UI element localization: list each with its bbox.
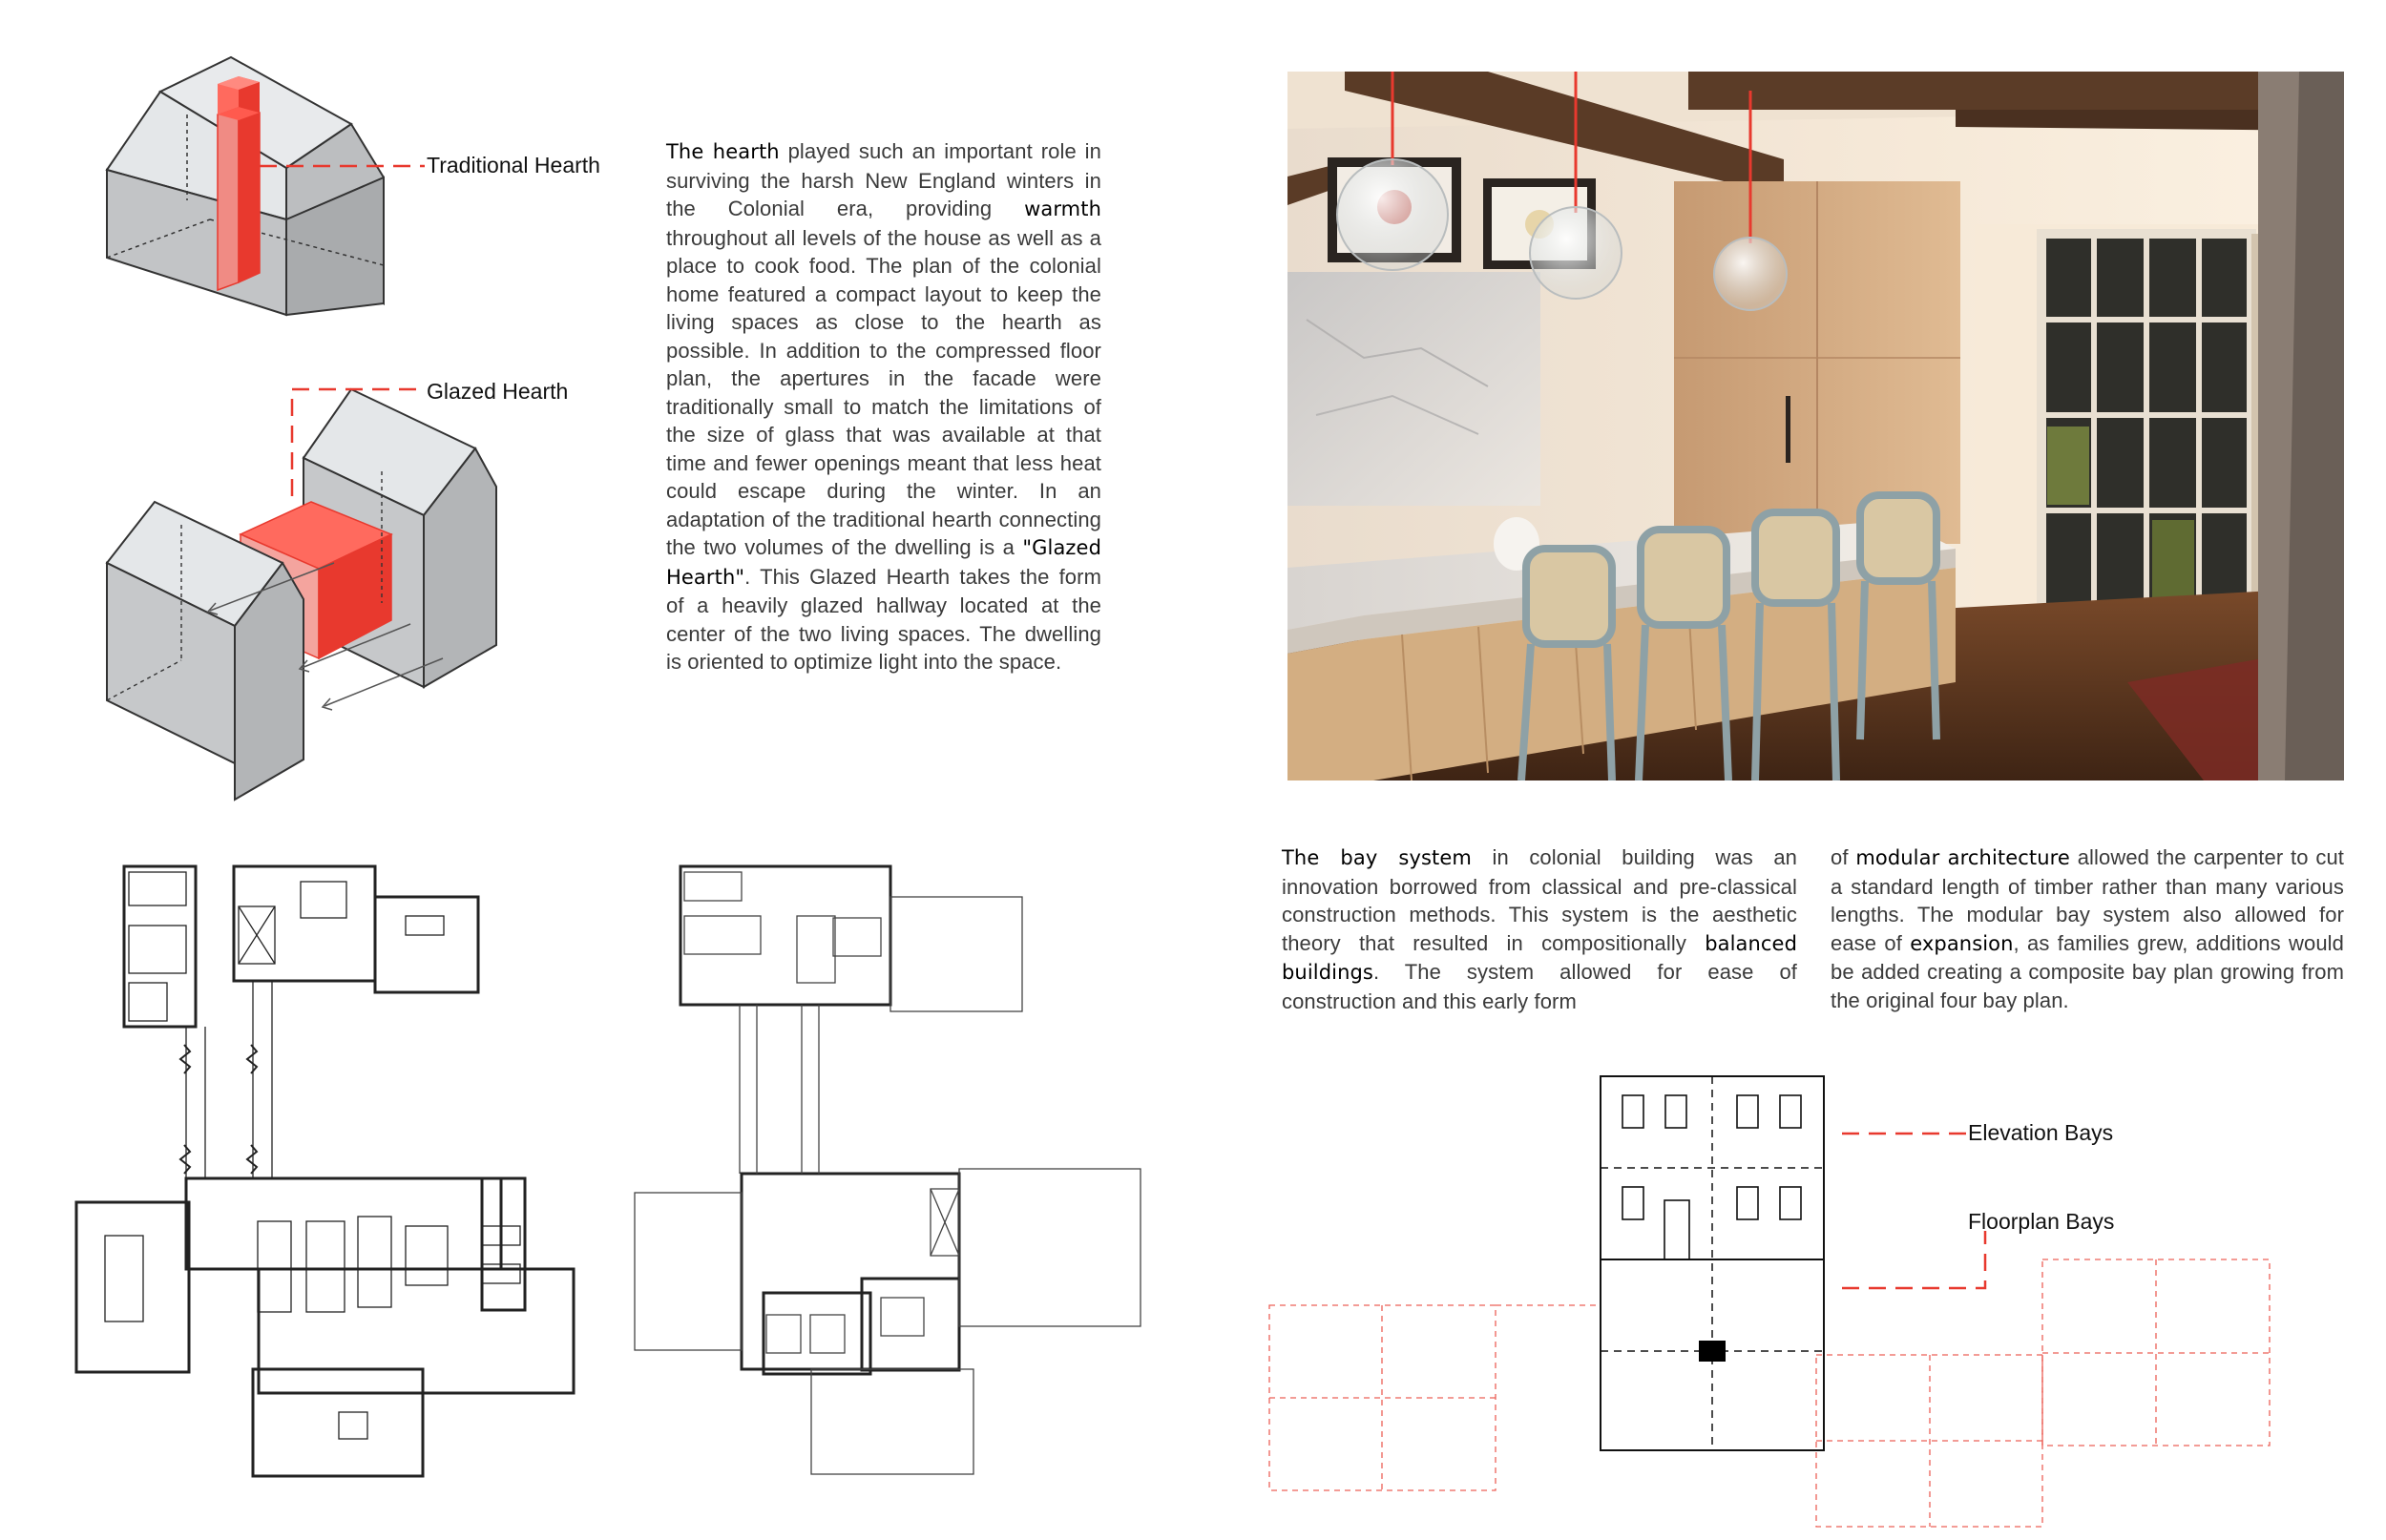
expansion-emphasis: expansion (1910, 931, 2014, 955)
glazed-hearth-diagram (95, 382, 496, 782)
bay-paragraph-left: The bay system in colonial building was an innovation borrowed from classical and pre-classical construction methods. This system is the aesthetic theory that resulted in compositionally balanced buildings. The system allowed for ease of construction and this early form (1282, 845, 1797, 1013)
warmth-emphasis: warmth (1024, 198, 1101, 220)
balanced-buildings-emphasis: balanced buildings (1282, 931, 1797, 984)
glazed-hearth-emphasis: "Glazed Hearth" (666, 536, 1101, 589)
elevation-bays-label: Elevation Bays (1968, 1120, 2114, 1145)
modular-architecture-emphasis: modular architecture (1855, 846, 2070, 869)
floor-plan-upper (635, 859, 1150, 1479)
hearth-lead: The hearth (666, 140, 780, 163)
floorplan-bays-label: Floorplan Bays (1968, 1209, 2115, 1234)
bay-diagram (1260, 1069, 2376, 1527)
bay-paragraph-right: of modular architecture allowed the carpenter to cut a standard length of timber rather than many various lengths. The modular bay system also allowed for ease of expansion, as families grew, additions would be added creating a composite bay plan growing from the original four bay plan. (1831, 845, 2344, 1012)
hearth-paragraph: The hearth played such an important role in surviving the harsh New England winters in the Colonial era, providing warmth throughout all levels of the house as well as a place to cook food. The plan of the colonial home featured a compact layout to keep the living spaces as close to the hearth as possible. In addition to the compressed floor plan, the apertures in the facade were traditionally small to match the limitations of the size of glass that was available at that time and fewer openings meant that less heat could escape during the winter. In an adaptation of the traditional hearth connecting the two volumes of the dwelling is a "Glazed Hearth". This Glazed Hearth takes the form of a heavily glazed hallway located at the center of the two living spaces. The dwelling is oriented to optimize light into the space. (666, 139, 1101, 674)
traditional-hearth-label: Traditional Hearth (427, 153, 600, 177)
bay-system-lead: The bay system (1282, 846, 1472, 869)
traditional-hearth-diagram (95, 86, 439, 391)
kitchen-render (1287, 72, 2344, 780)
glazed-hearth-label: Glazed Hearth (427, 379, 569, 404)
floor-plan-ground (72, 859, 606, 1479)
